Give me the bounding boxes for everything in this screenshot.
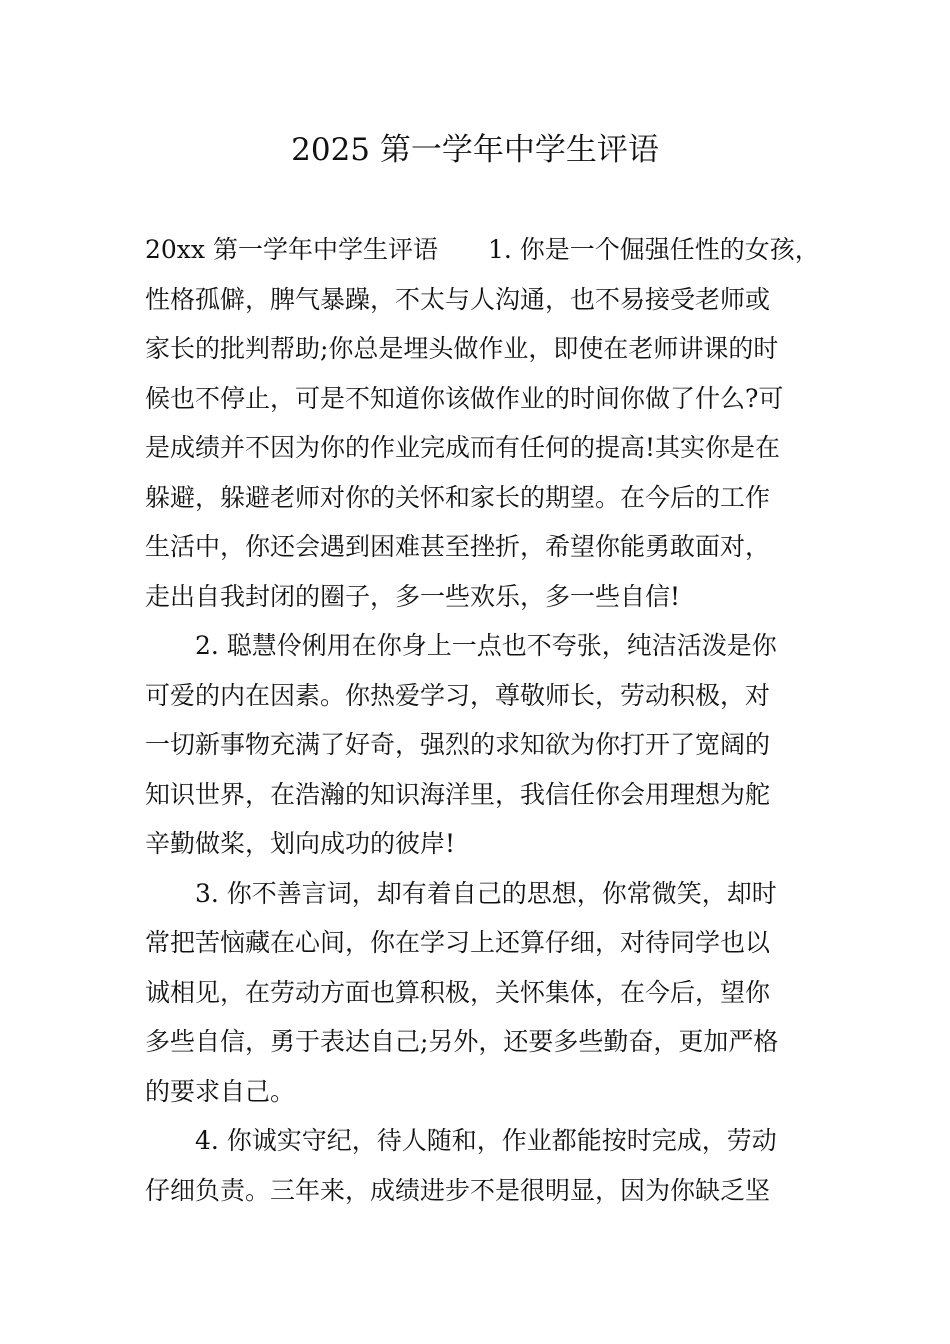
paragraph-3 (145, 869, 810, 1117)
text-line: 候也不停止，可是不知道你该做作业的时间你做了什么?可 (145, 383, 784, 413)
text-line: 多些自信，勇于表达自己;另外，还要多些勤奋，更加严格 (145, 1027, 779, 1056)
paragraph-2 (145, 621, 810, 869)
text-line: 生活中，你还会遇到困难甚至挫折，希望你能勇敢面对， (145, 532, 771, 561)
text-line: 可爱的内在因素。你热爱学习，尊敬师长，劳动积极，对 (145, 680, 771, 710)
text-line: 是成绩并不因为你的作业完成而有任何的提高!其实你是在 (145, 433, 781, 462)
text-line: 2. 聪慧伶俐用在你身上一点也不夸张，纯洁活泼是你 (195, 631, 777, 660)
text-line: 知识世界，在浩瀚的知识海洋里，我信任你会用理想为舵 (145, 779, 771, 809)
text-line: 仔细负责。三年来，成绩进步不是很明显，因为你缺乏坚 (145, 1175, 771, 1205)
text-line: 3. 你不善言词，却有着自己的思想，你常微笑，却时 (195, 878, 777, 908)
paragraph-4 (145, 1116, 810, 1215)
text-line: 20xx 第一学年中学生评语 1. 你是一个倔强任性的女孩， (145, 235, 820, 264)
document-title: 2025 第一学年中学生评语 (291, 132, 659, 168)
text-line: 走出自我封闭的圈子，多一些欢乐，多一些自信! (145, 581, 681, 611)
paragraph-intro (145, 225, 820, 621)
text-line: 4. 你诚实守纪，待人随和，作业都能按时完成，劳动 (195, 1126, 777, 1155)
text-line: 躲避，躲避老师对你的关怀和家长的期望。在今后的工作 (145, 482, 771, 512)
text-line: 的要求自己。 (145, 1076, 296, 1106)
document-body (145, 225, 820, 1215)
text-line: 诚相见，在劳动方面也算积极，关怀集体，在今后，望你 (145, 977, 771, 1007)
text-line: 性格孤僻，脾气暴躁，不太与人沟通，也不易接受老师或 (145, 284, 771, 314)
text-line: 辛勤做桨，划向成功的彼岸! (145, 829, 456, 858)
text-line: 常把苦恼藏在心间，你在学习上还算仔细，对待同学也以 (145, 928, 771, 957)
text-line: 家长的批判帮助;你总是埋头做作业，即使在老师讲课的时 (145, 334, 779, 363)
text-line: 一切新事物充满了好奇，强烈的求知欲为你打开了宽阔的 (145, 730, 771, 759)
